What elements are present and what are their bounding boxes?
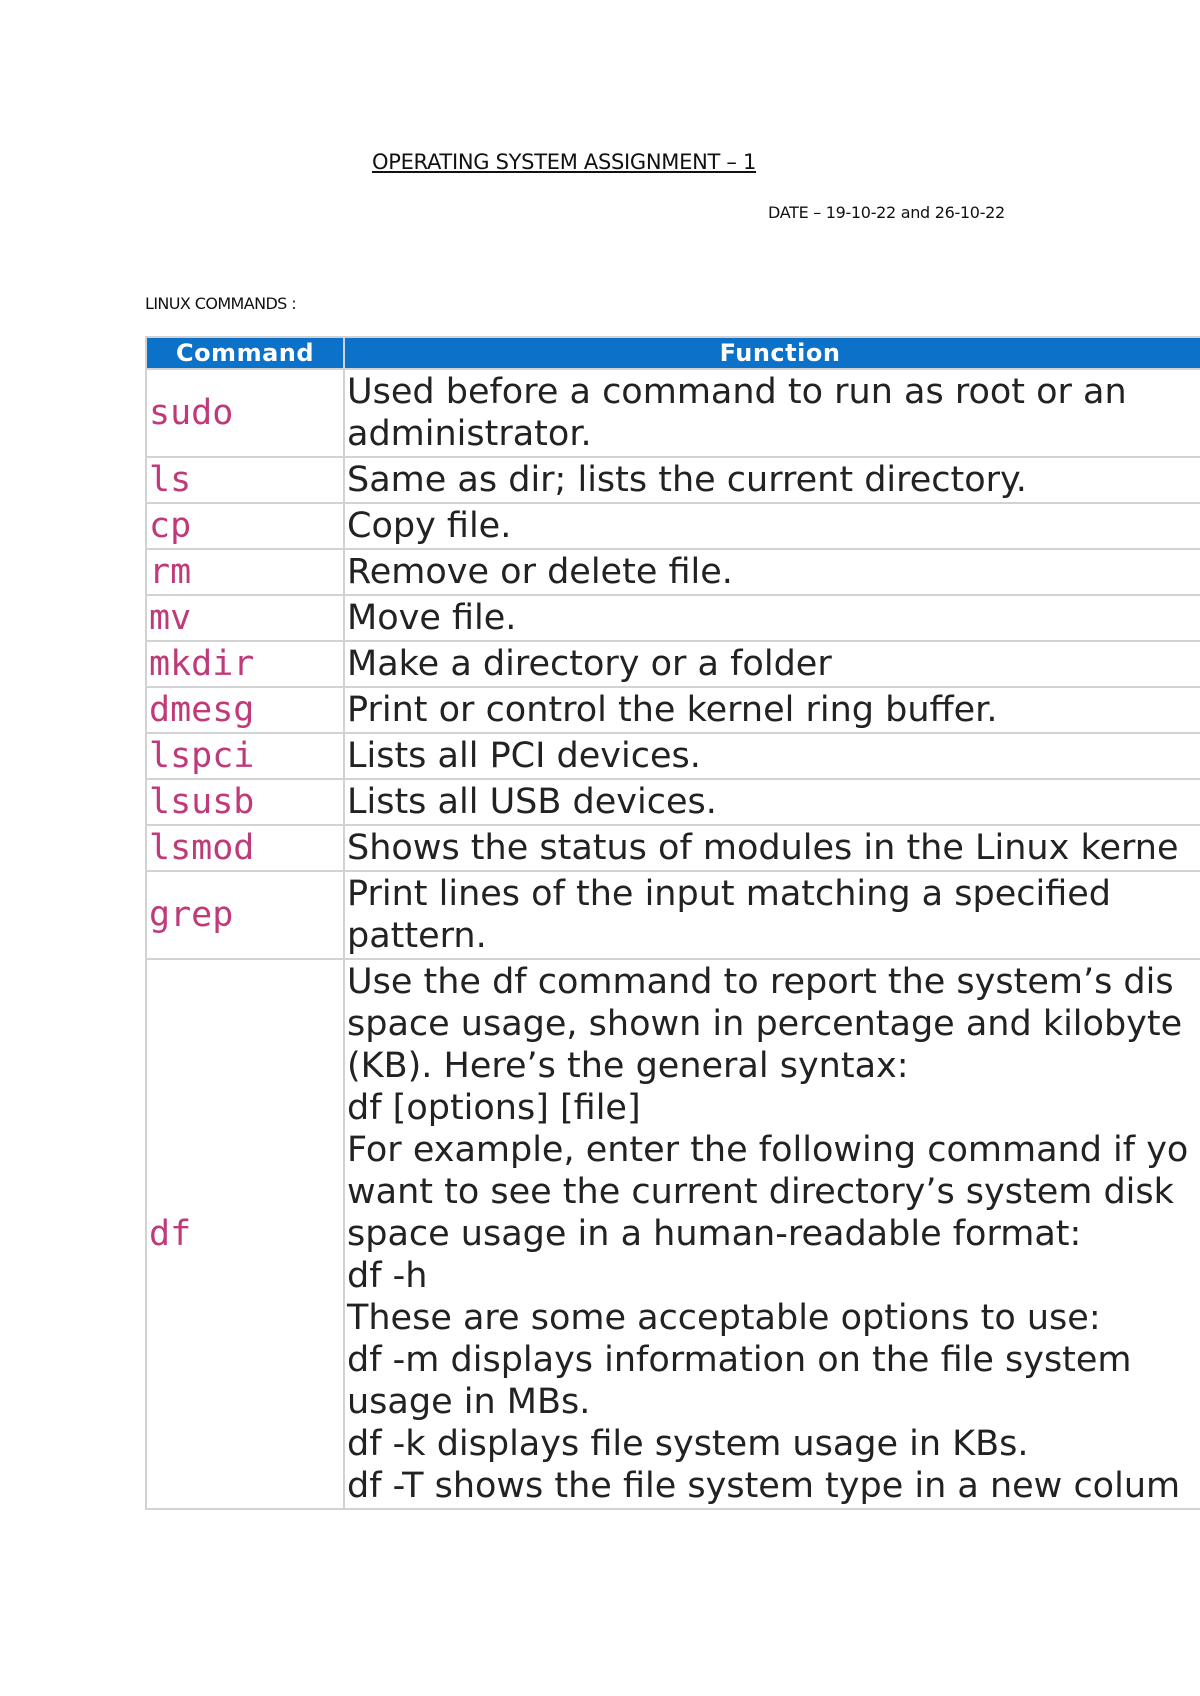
function-cell — [344, 595, 1200, 641]
table-row — [146, 779, 1200, 825]
function-line: (KB). Here’s the general syntax: — [347, 1046, 909, 1086]
function-line: Make a directory or a folder — [347, 644, 832, 684]
command-cell: cp — [146, 503, 344, 549]
function-cell — [344, 503, 1200, 549]
function-cell — [344, 369, 1200, 457]
table-row — [146, 825, 1200, 871]
command-cell: lsusb — [146, 779, 344, 825]
table-body — [146, 369, 1200, 1509]
function-line: df -m displays information on the file system — [347, 1340, 1132, 1380]
command-cell: rm — [146, 549, 344, 595]
command-cell: mv — [146, 595, 344, 641]
function-line: Remove or delete file. — [347, 552, 733, 592]
function-line: df -k displays file system usage in KBs. — [347, 1424, 1029, 1464]
function-line: df [options] [file] — [347, 1088, 641, 1128]
function-line: want to see the current directory’s system disk — [347, 1172, 1174, 1212]
function-line: space usage, shown in percentage and kilobyte — [347, 1004, 1183, 1044]
commands-table — [145, 336, 1200, 1510]
function-line: usage in MBs. — [347, 1382, 591, 1422]
table-row — [146, 457, 1200, 503]
function-line: Print lines of the input matching a specified — [347, 874, 1112, 914]
function-line: Lists all USB devices. — [347, 782, 717, 822]
section-label: LINUX COMMANDS : — [145, 294, 297, 313]
function-line: Lists all PCI devices. — [347, 736, 701, 776]
table-header-row — [146, 337, 1200, 369]
function-line: These are some acceptable options to use: — [347, 1298, 1101, 1338]
function-cell — [344, 641, 1200, 687]
function-cell — [344, 549, 1200, 595]
command-cell: grep — [146, 871, 344, 959]
function-cell — [344, 457, 1200, 503]
command-cell: dmesg — [146, 687, 344, 733]
table-row — [146, 549, 1200, 595]
function-line: space usage in a human-readable format: — [347, 1214, 1082, 1254]
command-cell: mkdir — [146, 641, 344, 687]
function-line: df -h — [347, 1256, 428, 1296]
function-line: Print or control the kernel ring buffer. — [347, 690, 998, 730]
function-cell — [344, 871, 1200, 959]
document-date: DATE – 19-10-22 and 26-10-22 — [768, 203, 1005, 222]
function-line: Same as dir; lists the current directory. — [347, 460, 1027, 500]
command-cell: df — [146, 959, 344, 1509]
table-row — [146, 959, 1200, 1509]
table-row — [146, 871, 1200, 959]
command-cell: lsmod — [146, 825, 344, 871]
table-row — [146, 641, 1200, 687]
command-cell: sudo — [146, 369, 344, 457]
table-row — [146, 687, 1200, 733]
function-line: Shows the status of modules in the Linux kerne — [347, 828, 1179, 868]
table-row — [146, 503, 1200, 549]
header-command: Command — [146, 337, 344, 369]
document-title: OPERATING SYSTEM ASSIGNMENT – 1 — [372, 150, 757, 174]
function-cell — [344, 825, 1200, 871]
function-line: For example, enter the following command if yo — [347, 1130, 1189, 1170]
function-cell — [344, 959, 1200, 1509]
command-cell: ls — [146, 457, 344, 503]
function-line: df -T shows the file system type in a new colum — [347, 1466, 1181, 1506]
function-line: pattern. — [347, 916, 487, 956]
function-line: Move file. — [347, 598, 517, 638]
function-cell — [344, 733, 1200, 779]
command-cell: lspci — [146, 733, 344, 779]
function-line: Copy file. — [347, 506, 512, 546]
header-function: Function — [344, 337, 1200, 369]
function-line: administrator. — [347, 414, 592, 454]
table-row — [146, 733, 1200, 779]
function-cell — [344, 779, 1200, 825]
function-line: Used before a command to run as root or an — [347, 372, 1127, 412]
function-cell — [344, 687, 1200, 733]
function-line: Use the df command to report the system’s dis — [347, 962, 1174, 1002]
table-row — [146, 369, 1200, 457]
table-row — [146, 595, 1200, 641]
